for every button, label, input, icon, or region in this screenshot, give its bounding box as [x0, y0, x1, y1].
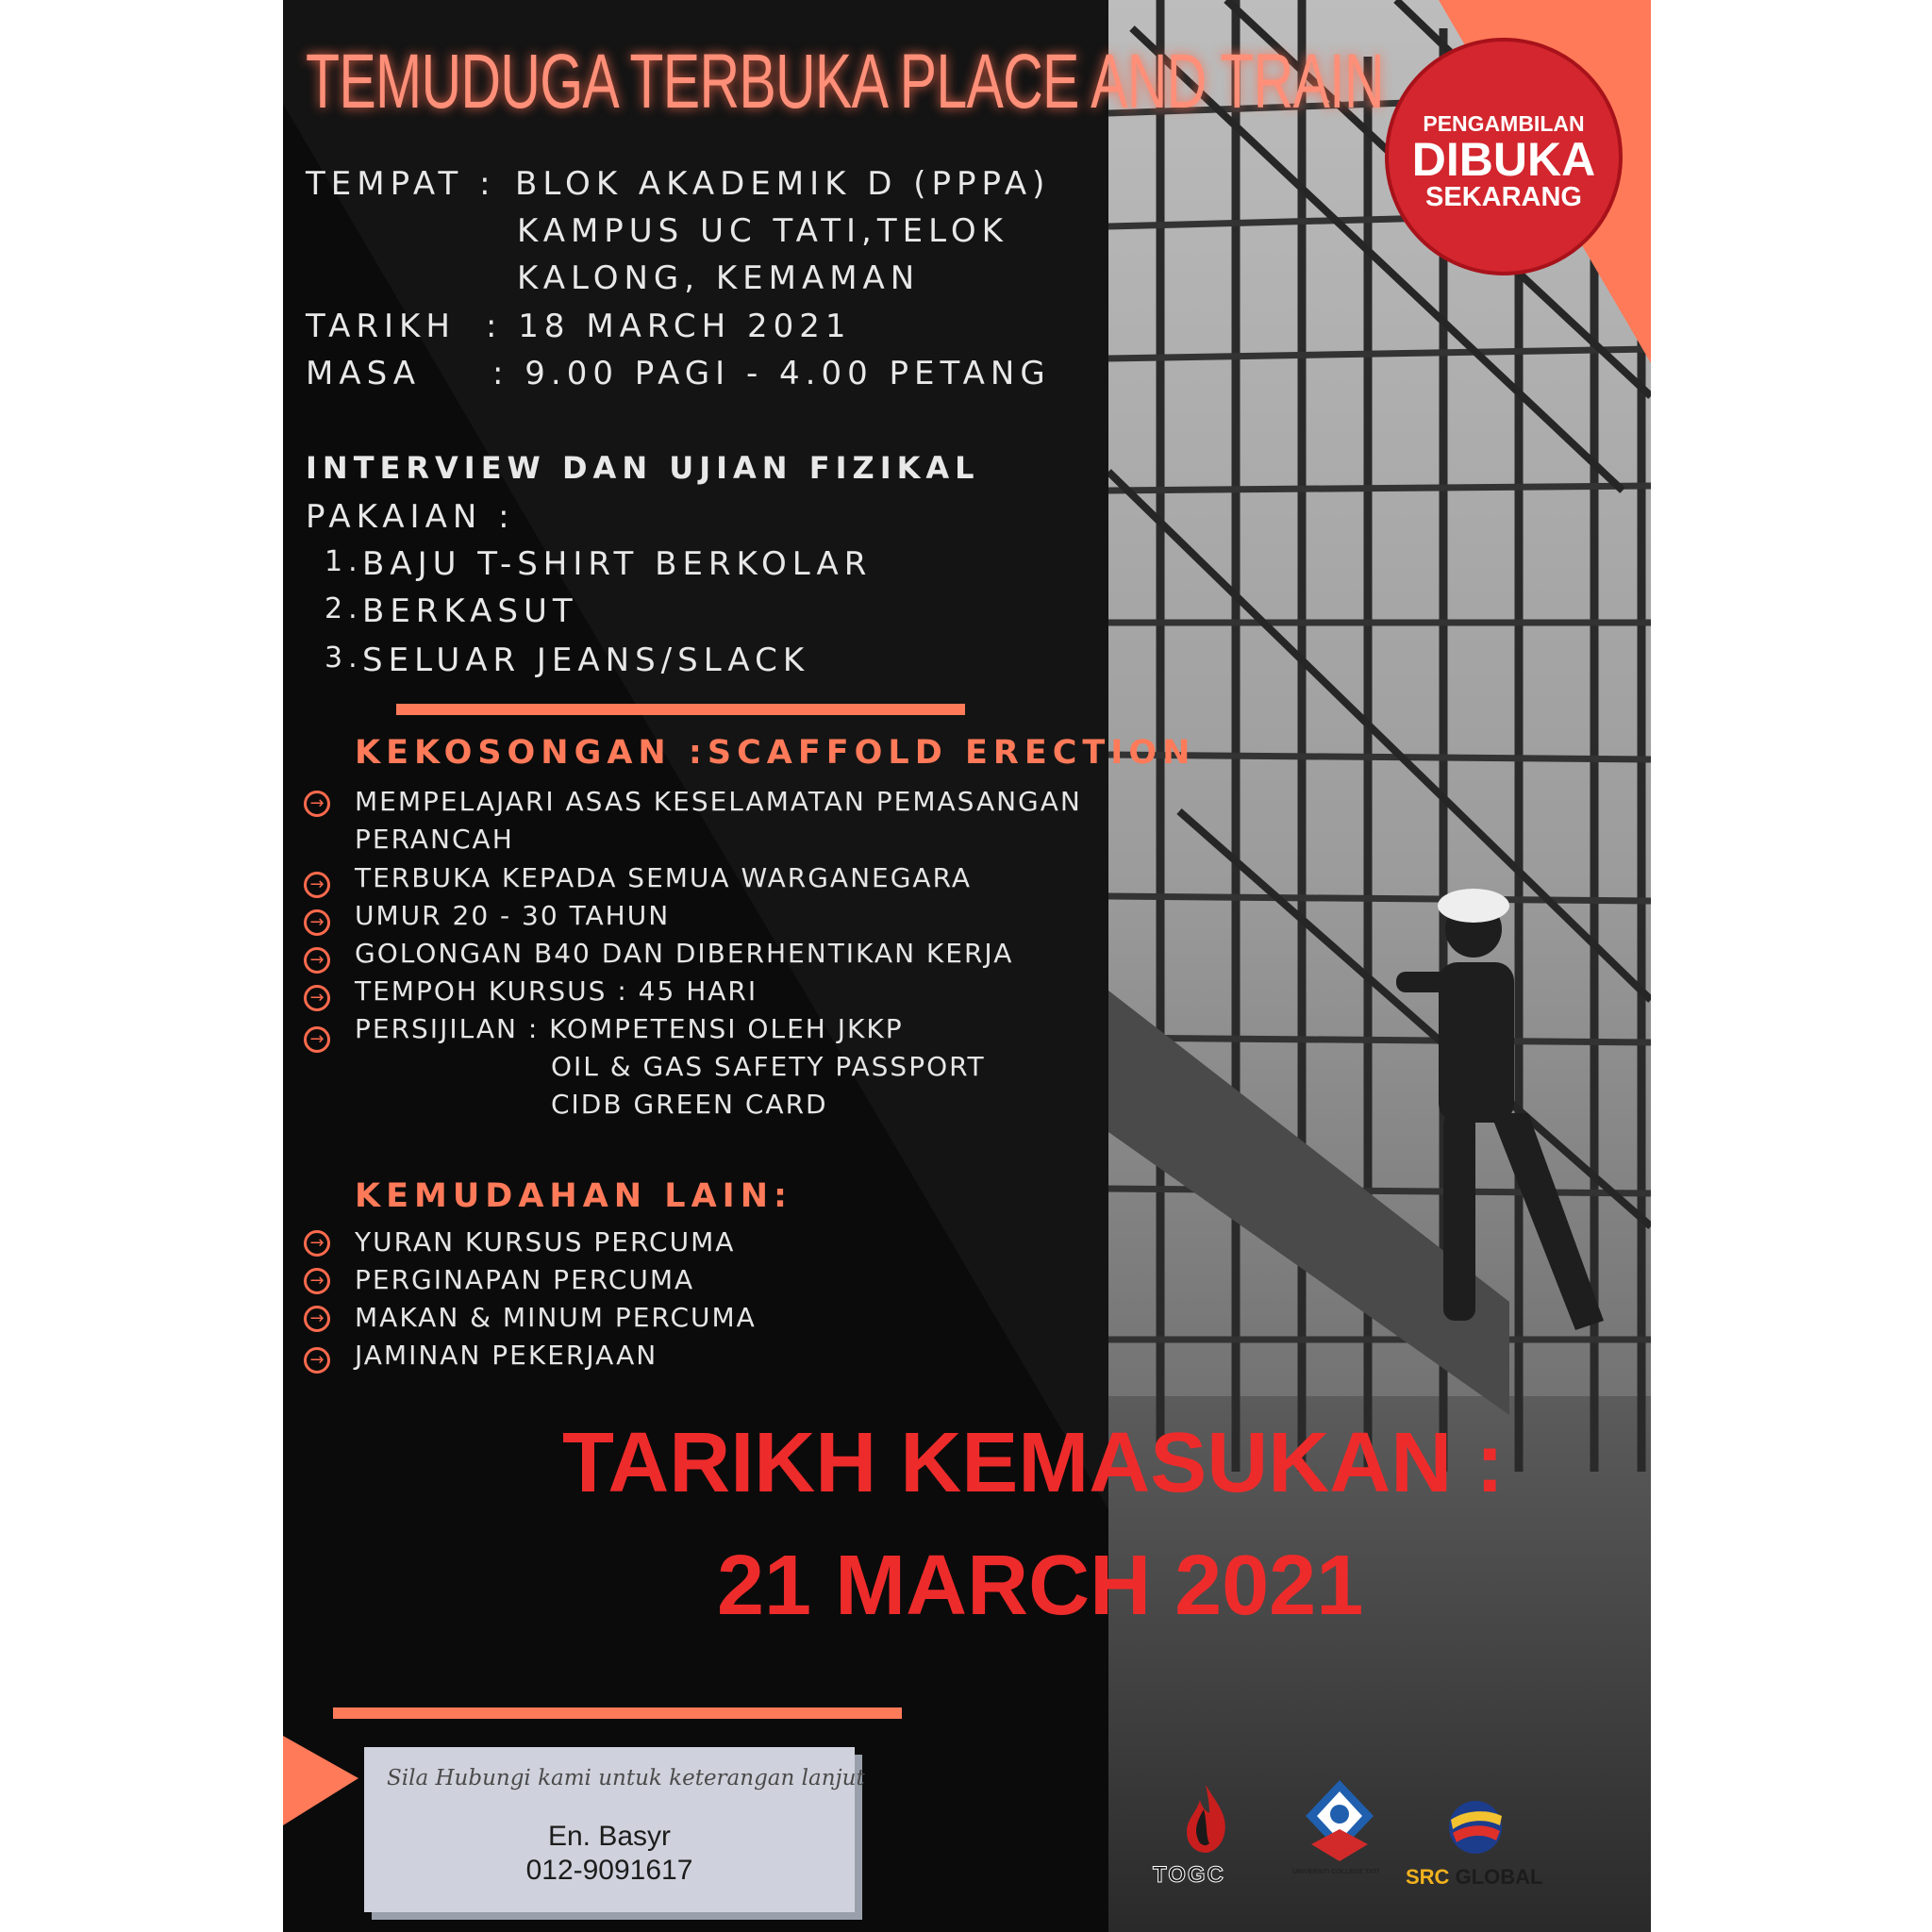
src-caption-suffix: GLOBAL: [1449, 1865, 1543, 1889]
tarikh-label: TARIKH: [306, 308, 456, 345]
pakaian-label: PAKAIAN :: [306, 498, 515, 536]
tati-logo: [1292, 1778, 1387, 1891]
contact-phone: 012-9091617: [525, 1855, 693, 1886]
src-global-caption: [1406, 1865, 1542, 1890]
pakaian-item-2: BERKASUT: [362, 592, 578, 630]
flame-icon: [1168, 1781, 1243, 1857]
vacancy-heading: KEKOSONGAN :SCAFFOLD ERECTION: [355, 734, 1196, 772]
arrow-bullet-icon: →: [304, 909, 330, 936]
tempat-line-3: KALONG, KEMAMAN: [517, 259, 921, 297]
contact-note: Sila Hubungi kami untuk keterangan lanjut: [387, 1766, 865, 1790]
arrow-bullet-icon: →: [304, 791, 330, 817]
pakaian-num-1: 1.: [325, 545, 363, 578]
vacancy-item-3: UMUR 20 - 30 TAHUN: [355, 900, 671, 931]
vacancy-item-1-cont: PERANCAH: [355, 824, 514, 855]
benefit-item-4: JAMINAN PEKERJAAN: [355, 1340, 658, 1371]
tati-crest-icon: [1302, 1778, 1377, 1863]
arrow-bullet-icon: →: [304, 947, 330, 974]
contact-card: [364, 1747, 865, 1912]
vacancy-item-2: TERBUKA KEPADA SEMUA WARGANEGARA: [355, 862, 973, 893]
benefit-item-3: MAKAN & MINUM PERCUMA: [355, 1302, 757, 1333]
pakaian-num-3: 3.: [325, 641, 363, 675]
tempat-line-2: KAMPUS UC TATI,TELOK: [517, 212, 1008, 250]
poster-title: TEMUDUGA TERBUKA PLACE AND TRAIN: [306, 39, 1384, 125]
recruitment-open-badge: [1385, 38, 1623, 275]
benefits-heading: KEMUDAHAN LAIN:: [355, 1177, 792, 1215]
pakaian-num-2: 2.: [325, 592, 363, 625]
vacancy-item-5: TEMPOH KURSUS : 45 HARI: [355, 975, 758, 1007]
vacancy-item-6-cert-3: CIDB GREEN CARD: [551, 1089, 828, 1120]
arrow-bullet-icon: →: [304, 872, 330, 898]
poster: [283, 0, 1651, 1932]
masa-label: MASA: [306, 355, 422, 392]
arrow-bullet-icon: →: [304, 1026, 330, 1053]
benefit-item-2: PERGINAPAN PERCUMA: [355, 1264, 695, 1295]
badge-line-2: DIBUKA: [1411, 133, 1596, 186]
arrow-bullet-icon: →: [304, 1230, 330, 1257]
divider-top: [396, 704, 965, 715]
togc-caption: TOGC: [1153, 1862, 1225, 1888]
contact-name: En. Basyr: [547, 1821, 672, 1852]
src-caption-prefix: SRC: [1406, 1865, 1450, 1889]
tempat-line-1: BLOK AKADEMIK D (PPPA): [515, 165, 1051, 203]
vacancy-item-6-cert-2: OIL & GAS SAFETY PASSPORT: [551, 1051, 986, 1082]
arrow-bullet-icon: →: [304, 1347, 330, 1374]
tarikh-value: : 18 MARCH 2021: [486, 308, 852, 345]
tati-caption: UNIVERSITI COLLEGE TATI: [1292, 1869, 1379, 1875]
badge-line-1: PENGAMBILAN: [1423, 111, 1585, 136]
src-global-logo: [1406, 1797, 1575, 1891]
divider-bottom: [333, 1707, 902, 1719]
src-globe-icon: [1445, 1797, 1506, 1857]
vacancy-item-4: GOLONGAN B40 DAN DIBERHENTIKAN KERJA: [355, 938, 1014, 969]
tempat-label: TEMPAT :: [306, 165, 496, 203]
badge-line-3: SEKARANG: [1425, 182, 1582, 212]
arrow-bullet-icon: →: [304, 1306, 330, 1332]
arrow-bullet-icon: →: [304, 985, 330, 1011]
benefit-item-1: YURAN KURSUS PERCUMA: [355, 1226, 736, 1257]
entry-date-value: 21 MARCH 2021: [717, 1539, 1364, 1633]
togc-logo: [1149, 1774, 1262, 1887]
arrow-bullet-icon: →: [304, 1268, 330, 1294]
entry-date-label: TARIKH KEMASUKAN :: [562, 1416, 1505, 1510]
pakaian-item-3: SELUAR JEANS/SLACK: [362, 641, 810, 679]
vacancy-item-1: MEMPELAJARI ASAS KESELAMATAN PEMASANGAN: [355, 786, 1082, 817]
interview-heading: INTERVIEW DAN UJIAN FIZIKAL: [306, 450, 980, 486]
pakaian-item-1: BAJU T-SHIRT BERKOLAR: [362, 545, 873, 583]
masa-value: : 9.00 PAGI - 4.00 PETANG: [492, 355, 1051, 392]
vacancy-item-6: PERSIJILAN : KOMPETENSI OLEH JKKP: [355, 1013, 904, 1044]
